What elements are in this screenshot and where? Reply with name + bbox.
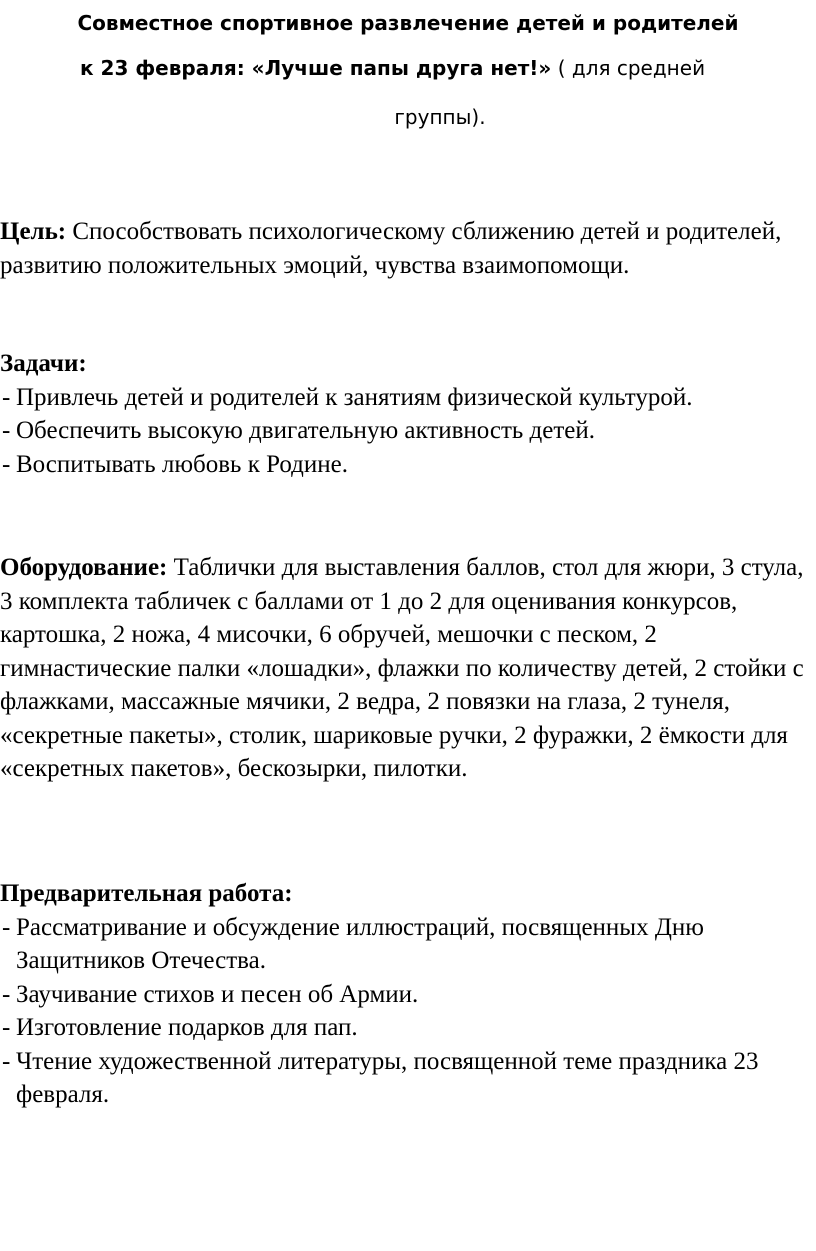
- title-line-3: группы).: [394, 105, 486, 129]
- goal-section: [0, 215, 816, 282]
- list-item: - Заучивание стихов и песен об Армии.: [0, 978, 816, 1012]
- title-line-2-bold: к 23 февраля: «Лучше папы друга нет!»: [80, 56, 552, 80]
- title-line-1: Совместное спортивное развлечение детей и родителей: [77, 11, 739, 35]
- title-line-2-rest: ( для средней: [551, 56, 706, 80]
- list-item: - Обеспечить высокую двигательную активность детей.: [0, 414, 816, 448]
- equipment-paragraph: [0, 551, 816, 786]
- preparation-list: [0, 911, 816, 1112]
- list-item: - Изготовление подарков для пап.: [0, 1011, 816, 1045]
- goal-paragraph: [0, 215, 816, 282]
- list-item: - Привлечь детей и родителей к занятиям физической культурой.: [0, 381, 816, 415]
- tasks-list: [0, 381, 816, 482]
- preparation-heading: Предварительная работа:: [0, 880, 293, 907]
- list-item: - Воспитывать любовь к Родине.: [0, 448, 816, 482]
- list-item: - Рассматривание и обсуждение иллюстраций, посвященных Дню Защитников Отечества.: [0, 911, 816, 978]
- goal-text: Способствовать психологическому сближению детей и родителей, развитию положительных эмоций, чувства взаимопомощи.: [0, 218, 782, 279]
- title-line-2: [80, 45, 705, 91]
- equipment-section: [0, 551, 816, 786]
- goal-label: Цель:: [0, 218, 67, 245]
- tasks-section: [0, 347, 816, 481]
- tasks-heading: Задачи:: [0, 350, 87, 377]
- equipment-label: Оборудование:: [0, 554, 168, 581]
- list-item: - Чтение художественной литературы, посвященной теме праздника 23 февраля.: [0, 1045, 816, 1112]
- preparation-section: [0, 877, 816, 1112]
- equipment-text: Таблички для выставления баллов, стол для жюри, 3 стула, 3 комплекта табличек с баллами от 1 до 2 для оценивания конкурсов, картошка, 2 ножа, 4 мисочки, 6 обручей, мешочки с песком, 2 гимнастические палки «лошадки», флажки по количеству детей, 2 стойки с флажками, массажные мячики, 2 ведра, 2 повязки на глаза, 2 тунеля, «секретные пакеты», столик, шариковые ручки, 2 фуражки, 2 ёмкости для «секретных пакетов», бескозырки, пилотки.: [0, 554, 804, 782]
